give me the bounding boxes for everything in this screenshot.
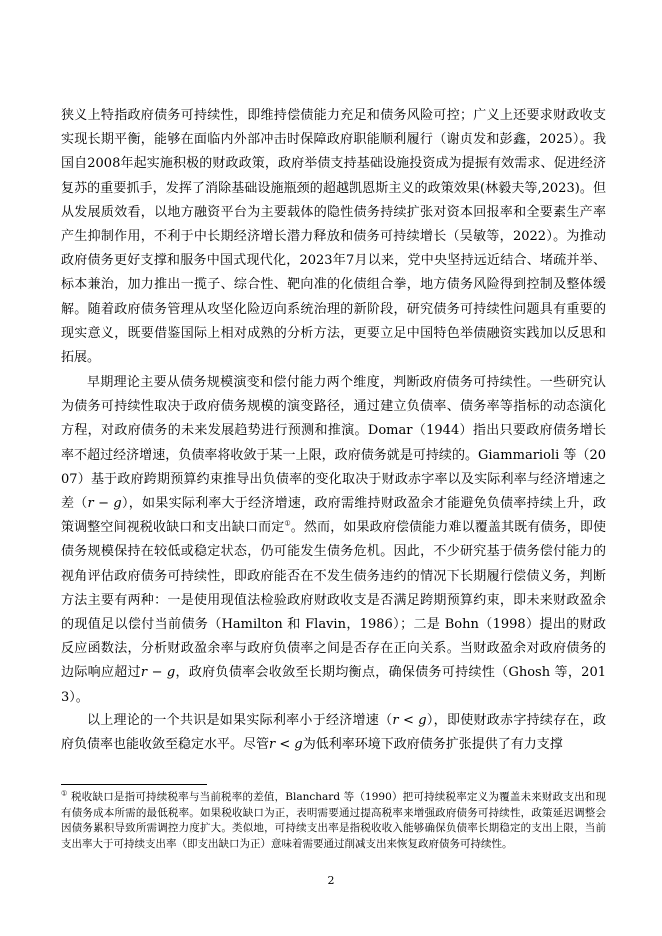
paragraph-1 [61,104,606,370]
paragraph-3-text-a: 以上理论的一个共识是如果实际利率小于经济增速（ [87,713,393,728]
paragraph-3-text-b: ），即使财政赤字持续存在，政府负债率也能收敛至稳定水平。尽管 [61,713,606,753]
paragraph-2-text-c: 。然而，如果政府偿债能力难以覆盖其既有债务，即使债务规模保持在较低或稳定状态，仍可能发生债务危机。因此，不少研究基于债务偿付能力的视角评估政府债务可持续性，即政府能否在不发生债务违约的情况下长期履行偿债义务，判断方法主要有两种：一是使用现值法检验政府财政收支是否满足跨期预算约束，即未来财政盈余的现值足以偿付当前债务（Hamilton 和 Flavin，1986）；二是 Bohn（1998）提出的财政反应函数法，分析财政盈余率与政府负债率之间是否存在正向关系。当财政盈余对政府债务的边际响应超过 [61,520,606,681]
math-r-less-than-g-2: r < g [269,737,303,753]
paragraph-2-text-d: ，政府负债率会收敛至长期均衡点，确保债务可持续性（Ghosh 等，2013）。 [61,665,606,705]
paragraph-2-text-a: 早期理论主要从债务规模演变和偿付能力两个维度，判断政府债务可持续性。一些研究认为债务可持续性取决于政府债务规模的演变路径，通过建立负债率、债务率等指标的动态演化方程，对政府债务的未来发展趋势进行预测和推演。Domar（1944）指出只要政府债务增长率不超过经济增速，负债率将收敛于某一上限，政府债务就是可持续的。Giammarioli 等（2007）基于政府跨期预算约束推导出负债率的变化取决于财政赤字率以及实际利率与经济增速之差（ [61,375,606,512]
footnote-text: 税收缺口是指可持续税率与当前税率的差值，Blanchard 等（1990）把可持续税率定义为覆盖未来财政支出和现有债务成本所需的最低税率。如果税收缺口为正，表明需要通过提高税率来增强政府债务可持续性，政策延迟调整会因债务累积导致所需调控力度扩大。类似地，可持续支出率是指税收收入能够确保负债率长期稳定的支出上限，当前支出率大于可持续支出率（即支出缺口为正）意味着需要通过削减支出来恢复政府债务可持续性。 [61,791,606,850]
paragraph-1-text: 狭义上特指政府债务可持续性，即维持偿债能力充足和债务风险可控；广义上还要求财政收支实现长期平衡，能够在面临内外部冲击时保障政府职能顺利履行（谢贞发和彭鑫，2025）。我国自2008年起实施积极的财政政策，政府举债支持基础设施投资成为提振有效需求、促进经济复苏的重要抓手，发挥了消除基础设施瓶颈的超越凯恩斯主义的政策效果(林毅夫等,2023)。但从发展质效看，以地方融资平台为主要载体的隐性债务持续扩张对资本回报率和全要素生产率产生抑制作用，不利于中长期经济增长潜力释放和债务可持续增长（吴敏等，2022）。为推动政府债务更好支撑和服务中国式现代化，2023年7月以来，党中央坚持远近结合、堵疏并举、标本兼治，加力推出一揽子、综合性、靶向准的化债组合拳，地方债务风险得到控制及整体缓解。随着政府债务管理从攻坚化险迈向系统治理的新阶段，研究债务可持续性问题具有重要的现实意义，既要借鉴国际上相对成熟的分析方法，更要立足中国特色举债融资实践加以反思和拓展。 [61,108,606,366]
paragraph-3 [61,709,606,757]
paragraph-2 [61,371,606,710]
math-r-less-than-g: r < g [392,713,427,728]
footnote-divider [61,784,207,785]
math-r-minus-g-2: r − g [140,665,176,681]
page-number: 2 [327,874,335,887]
footnote-mark: ① [61,789,68,798]
footnote-reference[interactable]: ① [284,519,291,528]
math-r-minus-g: r − g [87,496,122,512]
footnote [61,790,606,852]
paragraph-3-text-c: 为低利率环境下政府债务扩张提供了有力支撑 [302,737,563,753]
paragraph-2-text-b: ），如果实际利率大于经济增速，政府需维持财政盈余才能避免负债率持续上升，政策调整空间视税收缺口和支出缺口而定 [61,496,606,536]
